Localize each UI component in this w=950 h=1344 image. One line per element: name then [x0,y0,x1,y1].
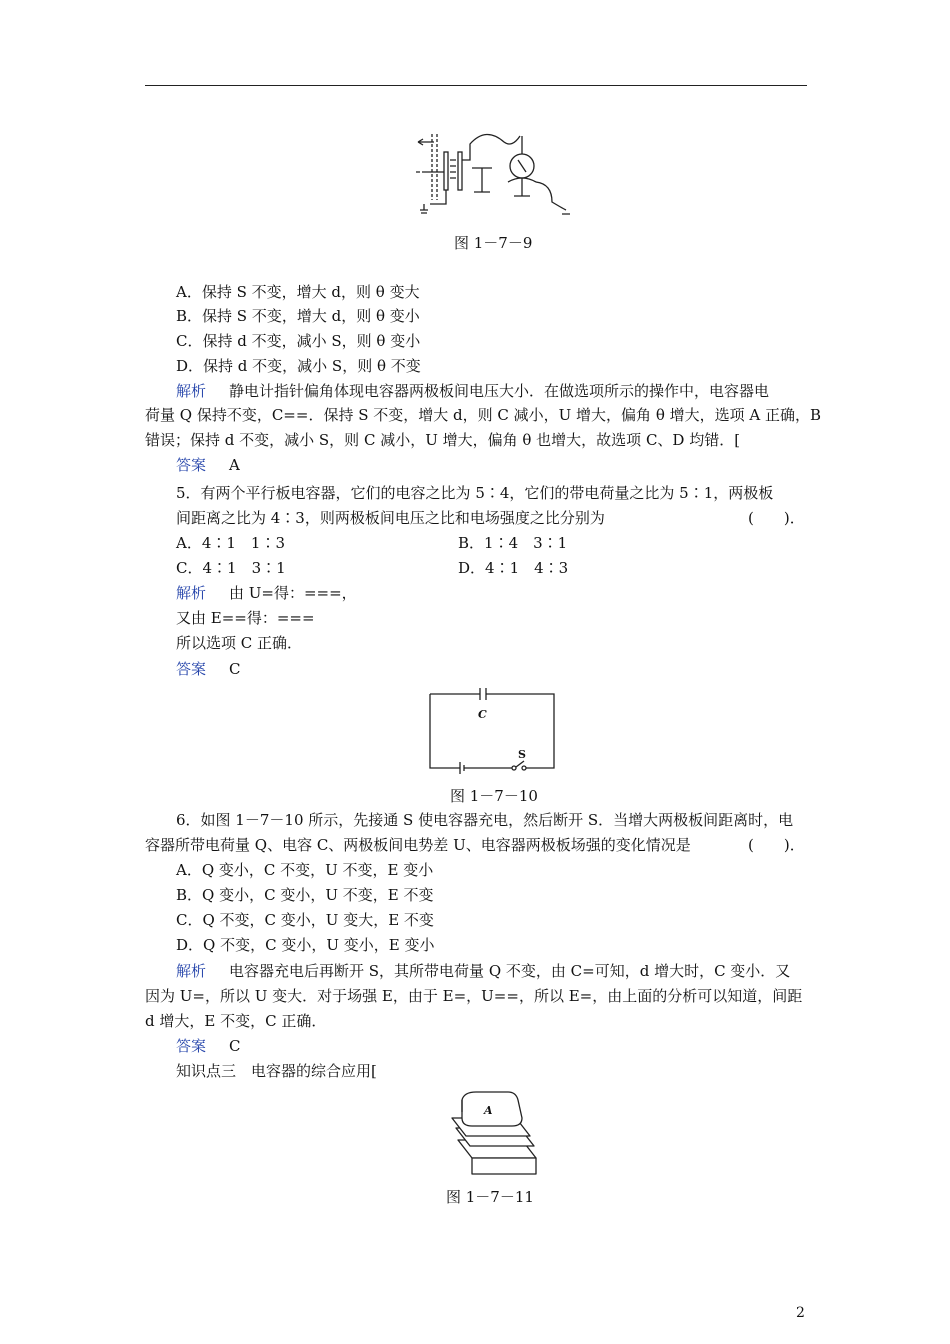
q4-option-b: B．保持 S 不变，增大 d，则 θ 变小 [176,307,420,325]
q6-answer: C [229,1037,241,1055]
q6-stem-line-1: 6．如图 1－7－10 所示，先接通 S 使电容器充电，然后断开 S．当增大两极板间距离时，电 [176,811,794,829]
q6-analysis-line-2: 因为 U=，所以 U 变大．对于场强 E，由于 E=，U==，所以 E=，由上面的分析可以知道，间距 [145,987,803,1005]
q6-stem-line-2: 容器所带电荷量 Q、电容 C、两极板间电势差 U、电容器两极板场强的变化情况是 [145,836,691,854]
q6-answer-blank: ( )． [748,836,805,854]
q5-stem-line-1: 5．有两个平行板电容器，它们的电容之比为 5∶4，它们的带电荷量之比为 5∶1，两极板 [176,484,774,502]
figure-11-stacked-plates [442,1088,538,1178]
q5-analysis-line-3: 所以选项 C 正确． [176,634,303,652]
q6-option-d: D．Q 不变，C 变小，U 变小，E 变小 [176,936,435,954]
q6-option-b: B．Q 变小，C 变小，U 不变，E 不变 [176,886,434,904]
section-title: 知识点三 电容器的综合应用[ [176,1062,377,1080]
q4-analysis-line-2: 荷量 Q 保持不变，C==．保持 S 不变，增大 d，则 C 减小，U 增大，偏角 θ 增大，选项 A 正确，B [145,406,822,424]
q6-option-a: A．Q 变小，C 不变，U 不变，E 变小 [176,861,434,879]
q6-analysis-line-3: d 增大，E 不变，C 正确． [145,1012,327,1030]
q4-answer: A [229,456,240,474]
q4-option-a: A．保持 S 不变，增大 d，则 θ 变大 [176,283,420,301]
q6-option-c: C．Q 不变，C 变小，U 变大，E 不变 [176,911,434,929]
block-label: A [484,1104,493,1117]
q5-option-c: C．4∶1 3∶1 [176,559,286,577]
q5-answer: C [229,660,241,678]
q6-analysis-line-1: 电容器充电后再断开 S，其所带电荷量 Q 不变，由 C=可知，d 增大时，C 变小．又 [229,962,791,980]
figure-9-electrometer [412,124,582,220]
q5-option-b: B．1∶4 3∶1 [458,534,568,552]
figure-10-circuit [428,686,558,776]
q5-option-a: A．4∶1 1∶3 [176,534,286,552]
q6-answer-label: 答案 [176,1037,207,1055]
figure-11-caption: 图 1－7－11 [446,1188,534,1206]
capacitor-label: C [478,708,487,721]
q6-analysis-label: 解析 [176,962,207,980]
q4-answer-label: 答案 [176,456,207,474]
figure-9-caption: 图 1－7－9 [454,234,533,252]
q4-analysis-line-1: 静电计指针偏角体现电容器两极板间电压大小．在做选项所示的操作中，电容器电 [229,382,770,400]
q4-option-d: D．保持 d 不变，减小 S，则 θ 不变 [176,357,421,375]
q4-analysis-label: 解析 [176,382,207,400]
q5-answer-label: 答案 [176,660,207,678]
q5-answer-blank: ( )． [748,509,805,527]
q4-option-c: C．保持 d 不变，减小 S，则 θ 变小 [176,332,421,350]
page-number: 2 [796,1305,805,1321]
switch-label: S [518,748,526,761]
header-rule [145,85,807,86]
q5-analysis-label: 解析 [176,584,207,602]
q5-analysis-line-1: 由 U=得：===， [229,584,357,602]
q5-stem-line-2: 间距离之比为 4∶3，则两极板间电压之比和电场强度之比分别为 [176,509,605,527]
q4-analysis-line-3: 错误；保持 d 不变，减小 S，则 C 减小，U 增大，偏角 θ 也增大，故选项 C、D 均错．[ [145,431,741,449]
q5-analysis-line-2: 又由 E==得：=== [176,609,315,627]
figure-10-caption: 图 1－7－10 [450,787,538,805]
q5-option-d: D．4∶1 4∶3 [458,559,569,577]
